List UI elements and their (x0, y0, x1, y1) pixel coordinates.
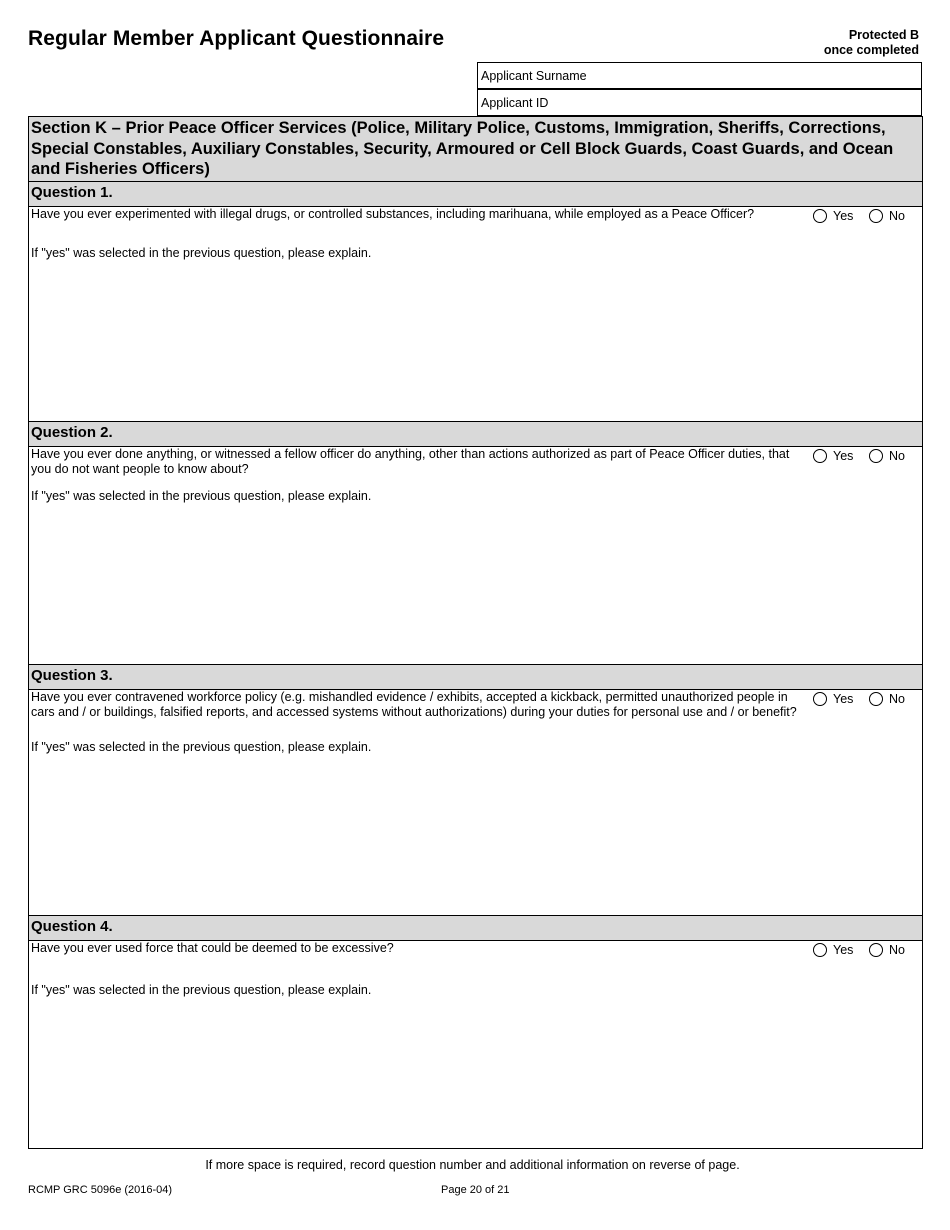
protected-line-2: once completed (823, 43, 919, 57)
question-3-no-label: No (889, 692, 905, 706)
question-1-heading: Question 1. (28, 181, 923, 207)
question-2-no-radio[interactable] (869, 449, 883, 463)
question-4-no-label: No (889, 943, 905, 957)
question-3-yes-radio[interactable] (813, 692, 827, 706)
question-1-yes-option[interactable] (813, 209, 853, 223)
form-number: RCMP GRC 5096e (2016-04) (28, 1184, 173, 1196)
protected-notice (824, 28, 919, 58)
question-4-heading: Question 4. (28, 915, 923, 941)
question-2-body (28, 446, 923, 665)
section-k-header: Section K – Prior Peace Officer Services (Police, Military Police, Customs, Immigration, Sheriffs, Corrections, Special Constables, Auxiliary Constables, Security, Armoured or Cell Block Guards, Coast Guards, and Ocean and Fisheries Officers) (28, 116, 923, 182)
question-1-text: Have you ever experimented with illegal drugs, or controlled substances, including marihuana, while employed as a Peace Officer? (31, 207, 755, 221)
question-2-yes-label: Yes (833, 449, 854, 463)
question-2-no-option[interactable] (869, 449, 905, 463)
question-2-explain-prompt: If "yes" was selected in the previous question, please explain. (31, 489, 372, 503)
question-1-no-label: No (889, 209, 905, 223)
question-4-yes-radio[interactable] (813, 943, 827, 957)
question-4-no-radio[interactable] (869, 943, 883, 957)
question-4-text: Have you ever used force that could be deemed to be excessive? (31, 941, 394, 955)
question-3-heading: Question 3. (28, 664, 923, 690)
question-2-no-label: No (889, 449, 905, 463)
question-3-body (28, 689, 923, 916)
page-number: Page 20 of 21 (441, 1184, 510, 1196)
question-3-explain-prompt: If "yes" was selected in the previous question, please explain. (31, 740, 372, 754)
question-3-no-radio[interactable] (869, 692, 883, 706)
applicant-id-field[interactable]: Applicant ID (477, 89, 922, 116)
applicant-surname-field[interactable]: Applicant Surname (477, 62, 922, 89)
question-4-yes-option[interactable] (813, 943, 853, 957)
question-3-text: Have you ever contravened workforce policy (e.g. mishandled evidence / exhibits, accepted a kickback, permitted unauthorized people in cars and / or buildings, falsified reports, and accessed systems without authorizations) during your duties for personal use and / or benefit? (31, 690, 797, 719)
protected-line-1: Protected B (848, 28, 919, 42)
question-1-no-option[interactable] (869, 209, 905, 223)
question-3-no-option[interactable] (869, 692, 905, 706)
space-note: If more space is required, record question number and additional information on reverse of page. (205, 1158, 740, 1172)
question-3-yes-option[interactable] (813, 692, 853, 706)
question-1-no-radio[interactable] (869, 209, 883, 223)
question-2-yes-option[interactable] (813, 449, 853, 463)
question-4-explain-prompt: If "yes" was selected in the previous question, please explain. (31, 983, 372, 997)
question-4-yes-label: Yes (833, 943, 854, 957)
question-1-yes-radio[interactable] (813, 209, 827, 223)
question-4-no-option[interactable] (869, 943, 905, 957)
question-4-body (28, 940, 923, 1149)
question-3-yes-label: Yes (833, 692, 854, 706)
question-2-text: Have you ever done anything, or witnessed a fellow officer do anything, other than actions authorized as part of Peace Officer duties, that you do not want people to know about? (31, 447, 790, 476)
question-2-yes-radio[interactable] (813, 449, 827, 463)
question-2-heading: Question 2. (28, 421, 923, 447)
page-title: Regular Member Applicant Questionnaire (28, 27, 445, 50)
question-1-yes-label: Yes (833, 209, 854, 223)
question-1-explain-prompt: If "yes" was selected in the previous question, please explain. (31, 246, 372, 260)
question-1-body (28, 206, 923, 422)
